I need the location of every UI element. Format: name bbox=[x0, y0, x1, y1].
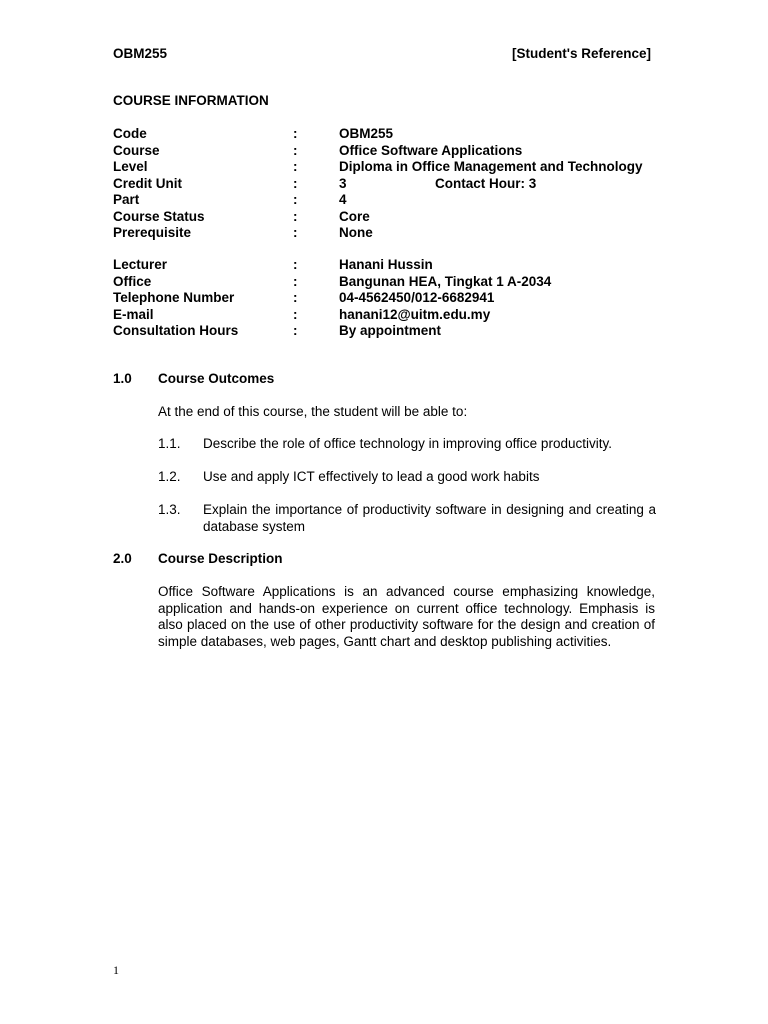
info-separator: : bbox=[293, 225, 298, 240]
info-value: Core bbox=[339, 208, 370, 224]
info-label: Code bbox=[113, 126, 147, 141]
info-label: E-mail bbox=[113, 306, 154, 322]
info-value: 4 bbox=[339, 192, 347, 207]
info-value: Bangunan HEA, Tingkat 1 A-2034 bbox=[339, 273, 552, 289]
header-reference-label: [Student's Reference] bbox=[512, 46, 651, 61]
info-row-level bbox=[113, 159, 673, 176]
lecturer-details-table bbox=[113, 257, 673, 340]
section-2-number: 2.0 bbox=[113, 551, 132, 566]
info-separator: : bbox=[293, 175, 298, 191]
info-row-telephone bbox=[113, 290, 673, 307]
outcome-number: 1.3. bbox=[158, 502, 181, 517]
page-number: 1 bbox=[113, 963, 119, 977]
info-value: None bbox=[339, 225, 373, 240]
info-row-office bbox=[113, 274, 673, 291]
section-1-number: 1.0 bbox=[113, 371, 132, 386]
course-details-table bbox=[113, 126, 673, 242]
header-course-code: OBM255 bbox=[113, 46, 168, 61]
info-label: Lecturer bbox=[113, 257, 168, 272]
info-value: By appointment bbox=[339, 323, 442, 338]
info-value: Diploma in Office Management and Technology bbox=[339, 159, 643, 174]
info-value: Hanani Hussin bbox=[339, 257, 433, 272]
info-row-course-status bbox=[113, 209, 673, 226]
info-row-code bbox=[113, 126, 673, 143]
info-separator: : bbox=[293, 159, 298, 174]
info-label: Level bbox=[113, 159, 148, 174]
info-row-course bbox=[113, 143, 673, 160]
info-separator: : bbox=[293, 290, 298, 305]
info-value: 3 bbox=[339, 175, 347, 191]
outcome-number: 1.2. bbox=[158, 469, 181, 484]
info-row-part bbox=[113, 192, 673, 209]
info-label: Credit Unit bbox=[113, 175, 182, 191]
info-separator: : bbox=[293, 208, 298, 224]
outcome-text: Use and apply ICT effectively to lead a good work habits bbox=[203, 469, 540, 484]
info-label: Part bbox=[113, 192, 140, 207]
info-separator: : bbox=[293, 192, 298, 207]
info-label: Prerequisite bbox=[113, 225, 192, 240]
info-separator: : bbox=[293, 323, 298, 338]
info-separator: : bbox=[293, 306, 298, 322]
section-2-title: Course Description bbox=[158, 551, 283, 566]
info-value: OBM255 bbox=[339, 126, 394, 141]
contact-hour-value: Contact Hour: 3 bbox=[435, 175, 537, 191]
info-row-credit-unit bbox=[113, 176, 673, 193]
info-row-email bbox=[113, 307, 673, 324]
info-value: 04-4562450/012-6682941 bbox=[339, 290, 495, 305]
info-label: Office bbox=[113, 273, 152, 289]
outcome-number: 1.1. bbox=[158, 436, 181, 451]
course-information-heading: COURSE INFORMATION bbox=[113, 93, 269, 108]
info-separator: : bbox=[293, 126, 298, 141]
info-separator: : bbox=[293, 142, 298, 158]
outcome-text: Explain the importance of productivity software in designing and creating a database system bbox=[203, 502, 656, 534]
info-label: Telephone Number bbox=[113, 290, 235, 305]
info-separator: : bbox=[293, 257, 298, 272]
info-label: Course Status bbox=[113, 208, 205, 224]
info-value: Office Software Applications bbox=[339, 142, 523, 158]
info-row-consultation-hours bbox=[113, 323, 673, 340]
section-1-title: Course Outcomes bbox=[158, 371, 275, 386]
info-value: hanani12@uitm.edu.my bbox=[339, 306, 491, 322]
info-label: Course bbox=[113, 142, 160, 158]
course-description-text: Office Software Applications is an advanced course emphasizing knowledge, application and hands-on experience on current office technology. Emphasis is also placed on the use of other productivity software for the design and creation of simple databases, web pages, Gantt chart and desktop publishing activities. bbox=[158, 584, 655, 649]
outcome-text: Describe the role of office technology in improving office productivity. bbox=[203, 436, 612, 451]
info-label: Consultation Hours bbox=[113, 323, 239, 338]
info-row-prerequisite bbox=[113, 225, 673, 242]
info-row-lecturer bbox=[113, 257, 673, 274]
course-outcomes-intro: At the end of this course, the student will be able to: bbox=[158, 404, 468, 419]
info-separator: : bbox=[293, 273, 298, 289]
